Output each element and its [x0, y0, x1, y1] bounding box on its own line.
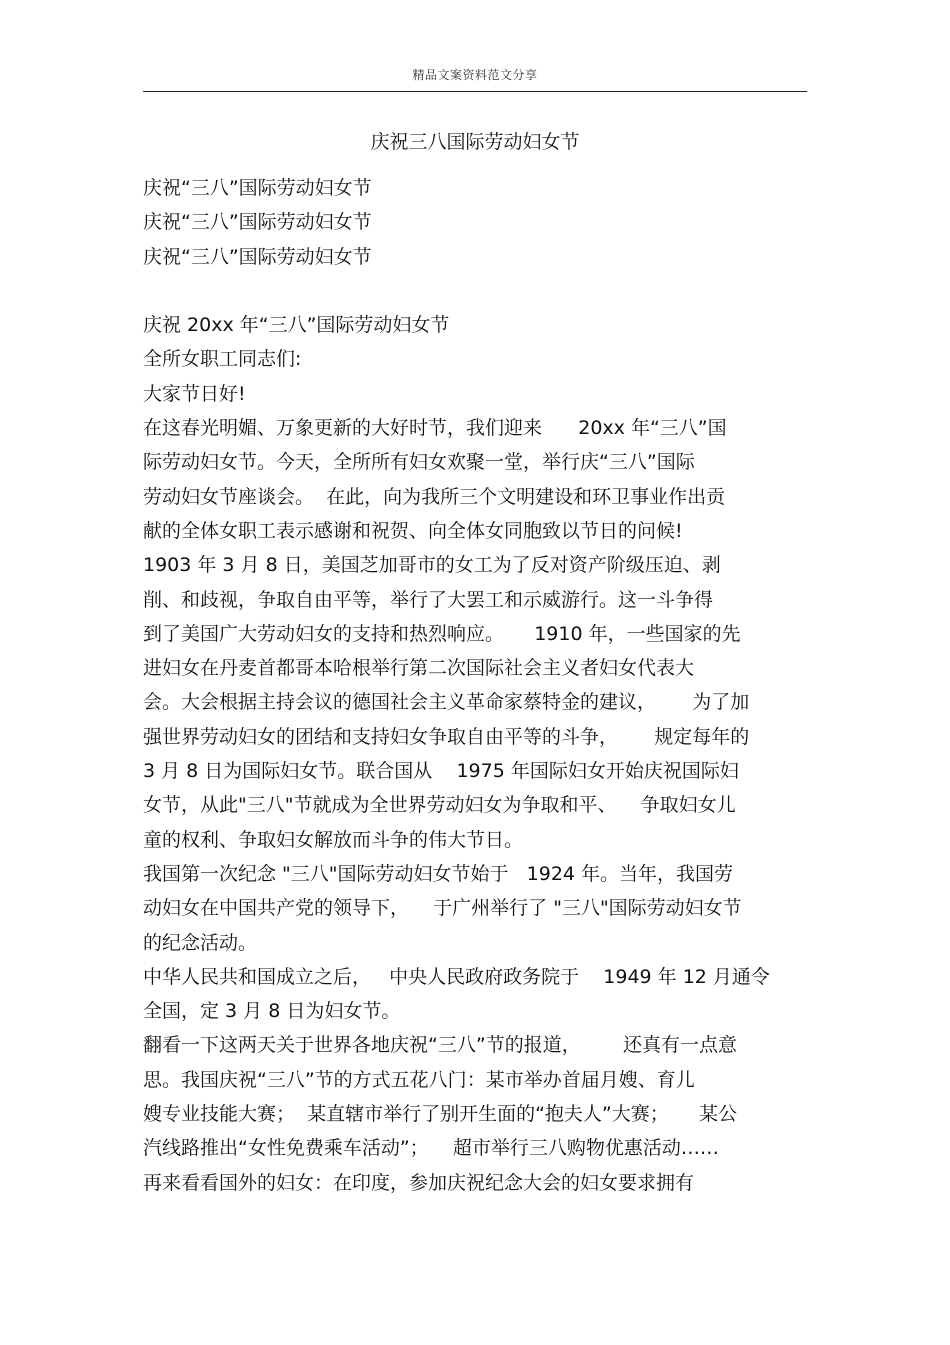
body-line: 际劳动妇女节。今天，全所所有妇女欢聚一堂，举行庆“三八”国际 [143, 451, 695, 474]
body-line: 动妇女在中国共产党的领导下， 于广州举行了 "三八"国际劳动妇女节 [143, 897, 742, 920]
body-line: 中华人民共和国成立之后， 中央人民政府政务院于 1949 年 12 月通令 [143, 965, 770, 988]
body-line: 我国第一次纪念 "三八"国际劳动妇女节始于 1924 年。当年，我国劳 [143, 862, 734, 885]
body-line: 到了美国广大劳动妇女的支持和热烈响应。 1910 年，一些国家的先 [143, 622, 741, 645]
body-line: 的纪念活动。 [143, 931, 258, 954]
body-line: 3 月 8 日为国际妇女节。联合国从 1975 年国际妇女开始庆祝国际妇 [143, 760, 739, 783]
body-line: 童的权利、争取妇女解放而斗争的伟大节日。 [143, 828, 524, 851]
header-divider [143, 91, 807, 92]
page-header: 精品文案资料范文分享 [412, 68, 538, 82]
body-line: 会。大会根据主持会议的德国社会主义革命家蔡特金的建议， 为了加 [143, 691, 750, 714]
body-line: 劳动妇女节座谈会。 在此，向为我所三个文明建设和环卫事业作出贡 [143, 485, 726, 508]
blank-line [143, 274, 807, 308]
body-line: 庆祝 20xx 年“三八”国际劳动妇女节 [143, 314, 450, 337]
body-line: 嫂专业技能大赛； 某直辖市举行了别开生面的“抱夫人”大赛； 某公 [143, 1103, 737, 1126]
body-line: 庆祝“三八”国际劳动妇女节 [143, 245, 372, 268]
body-line: 全国，定 3 月 8 日为妇女节。 [143, 1000, 401, 1023]
body-line: 献的全体女职工表示感谢和祝贺、向全体女同胞致以节日的问候! [143, 519, 683, 542]
body-line: 思。我国庆祝“三八”节的方式五花八门：某市举办首届月嫂、育儿 [143, 1068, 695, 1091]
body-line: 女节，从此"三八"节就成为全世界劳动妇女为争取和平、 争取妇女儿 [143, 794, 736, 817]
body-line: 再来看看国外的妇女：在印度，参加庆祝纪念大会的妇女要求拥有 [143, 1171, 695, 1194]
body-line: 削、和歧视，争取自由平等，举行了大罢工和示威游行。这一斗争得 [143, 588, 714, 611]
body-line: 翻看一下这两天关于世界各地庆祝“三八”节的报道， 还真有一点意 [143, 1034, 737, 1057]
body-line: 在这春光明媚、万象更新的大好时节，我们迎来 20xx 年“三八”国 [143, 417, 727, 440]
body-line: 1903 年 3 月 8 日，美国芝加哥市的女工为了反对资产阶级压迫、剥 [143, 554, 721, 577]
body-line: 全所女职工同志们: [143, 348, 302, 371]
body-line: 汽线路推出“女性免费乘车活动”； 超市举行三八购物优惠活动…… [143, 1137, 719, 1160]
body-line: 进妇女在丹麦首都哥本哈根举行第二次国际社会主义者妇女代表大 [143, 657, 695, 680]
document-body [143, 171, 807, 1200]
body-line: 庆祝“三八”国际劳动妇女节 [143, 211, 372, 234]
body-line: 庆祝“三八”国际劳动妇女节 [143, 177, 372, 199]
body-line: 大家节日好! [143, 382, 246, 405]
document-title: 庆祝三八国际劳动妇女节 [370, 131, 580, 153]
body-line: 强世界劳动妇女的团结和支持妇女争取自由平等的斗争， 规定每年的 [143, 725, 750, 748]
